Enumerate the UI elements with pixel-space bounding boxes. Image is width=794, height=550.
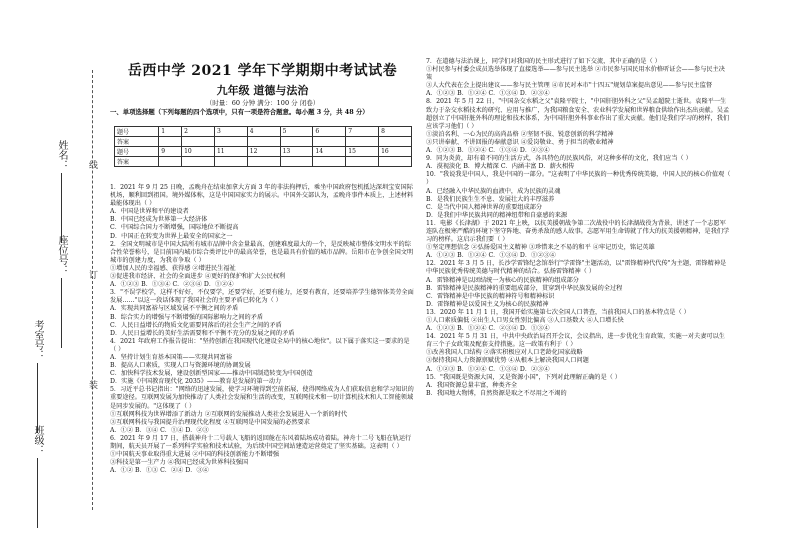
- question-option: ①淡泊名利、一心为民的高尚品格 ②坚韧不拔、锐意创新的科学精神: [426, 130, 614, 138]
- answer-table-cell: 答案: [115, 157, 159, 167]
- question-text: 6．2021 年 9 月 17 日，搭载神舟十二号载人飞船的返回舱在东风着陆场成功着陆。神舟十二号飞船在轨运行期间，航天员开展了一系列科学实验和技术试验，为后续中国空间站建造运营奠定了坚实基础。这表明（ ）: [110, 434, 412, 450]
- answer-table-cell: 2: [182, 127, 215, 137]
- class-label: 班级: [32, 425, 43, 445]
- question-option: ①中国航天事业取得重大进展 ②中国的科技创新能力不断增强: [110, 451, 280, 459]
- right-column-questions: [426, 58, 731, 398]
- name-field[interactable]: 姓名：: [54, 140, 69, 243]
- question-option: C．加快科学技术发展，建设创新型国家——推动中国制造转变为中国创造: [110, 370, 313, 378]
- question-option: A．坚持计划生育基本国策——实现共同富裕: [110, 353, 233, 361]
- answer-cell[interactable]: [280, 157, 313, 167]
- answer-table-cell: 题号: [115, 127, 159, 137]
- question-text: 9．同为炎黄，却有着不同的生活方式，各具特色的民族风俗，对这种多样的文化，我们应当（ ）: [426, 155, 692, 163]
- answer-table-cell: 7: [346, 127, 379, 137]
- answer-table-row: [115, 137, 412, 147]
- question-option: D．是我们中华民族共同的精神纽带和自豪感的来源: [426, 211, 568, 219]
- question-option: A．漠视淡化 B．博大精深 C．内涵丰富 D．薪火相传: [426, 163, 575, 171]
- answer-cell[interactable]: [346, 137, 379, 147]
- room-field[interactable]: 考室号：: [30, 320, 45, 433]
- question-item: [426, 260, 731, 309]
- question-item: [110, 435, 415, 475]
- question-option: B．提高人口素质，实现人口与资源环境的协调发展: [110, 362, 251, 370]
- answer-table-cell: 答案: [115, 137, 159, 147]
- answer-table-cell: 6: [313, 127, 346, 137]
- question-option: C．是当代中国人精神世界的重要组成部分: [426, 203, 543, 211]
- question-text: 2．全国文明城市是中国大陆所有城市品牌中含金量最高、创建难度最大的一个，是反映城市整体文明水平的综合性荣誉称号，是目前国内城市综合类评比中的最高荣誉，也是最具有价值的城市品牌。岳阳市在争创全国文明城市的创建力度，为我市争取（ ）: [110, 240, 414, 264]
- answer-table-cell: 12: [247, 147, 280, 157]
- question-option: ③科技是第一生产力 ④我国已经成为世界科技强国: [110, 459, 249, 467]
- question-item: [426, 171, 731, 220]
- question-option: B．是我们民族生生不息、发展壮大的丰厚滋养: [426, 195, 555, 203]
- answer-table-cell: 3: [214, 127, 247, 137]
- question-item: [426, 374, 731, 398]
- question-text: 4．2021 年政府工作报告提出："坚持创新在我国现代化建设全局中的核心地位"。以下属于落实这一要求的是（ ）: [110, 337, 410, 353]
- answer-table-cell: 10: [182, 147, 215, 157]
- answer-cell[interactable]: [346, 157, 379, 167]
- question-option: D．实施《中国教育现代化 2035》——教育是发展的第一动力: [110, 378, 282, 386]
- name-label: 姓名: [56, 140, 67, 160]
- answer-table-cell: 4: [247, 127, 280, 137]
- question-option: A．①②③ B．①②④ C．①③④ D．②③④: [426, 147, 550, 155]
- answer-table-cell: 1: [159, 127, 182, 137]
- question-text: 5．习近平总书记指出："网络的迅速发展，使学习环境得到空前拓展，使得网络成为人们获取信息和学习知识的重要途径。互联网发展为加快推动了人类社会发展和生活的改变，互联网技术和一切计算机技术和人工智能领域是同步发展的。"这体现了（ ）: [110, 386, 414, 410]
- answer-cell[interactable]: [182, 157, 215, 167]
- answer-cell[interactable]: [247, 137, 280, 147]
- answer-cell[interactable]: [159, 137, 182, 147]
- question-option: ①人口素质偏低 ②出生人口男女性别比偏高 ③人口基数大 ④人口增长快: [426, 317, 624, 324]
- answer-table-cell: 14: [313, 147, 346, 157]
- question-item: [426, 98, 731, 155]
- question-option: ①村民参与村委会成员选举体现了直接选举——参与民主选举 ②市民参与国民用水价格听证会——参与民主决策: [426, 66, 725, 82]
- answer-cell[interactable]: [214, 137, 247, 147]
- question-text: 12．2021 年 3 月 5 日，长沙学雷锋纪念馆举行"学雷锋"主题活动，以"雷锋精神代代传"为主题，雷锋精神是中华民族优秀传统美德与时代精神的结合。弘扬雷锋精神（ ）: [426, 260, 727, 276]
- question-item: [110, 184, 415, 241]
- question-option: B．综合实力的增强与不断增强的国际影响力之间的矛盾: [110, 313, 264, 321]
- question-item: [110, 241, 415, 290]
- question-option: ③促进我市经济、社会的全面进步 ④更好的保护和扩大公民权利: [110, 273, 286, 281]
- question-option: ①互联网科技为世界增添了新动力 ②互联网的发展推动人类社会发展进入一个新的时代: [110, 410, 348, 418]
- answer-table-cell: 11: [214, 147, 247, 157]
- answer-cell[interactable]: [159, 157, 182, 167]
- answer-table-cell: 16: [379, 147, 412, 157]
- exam-title: 岳西中学 2021 学年下学期期中考试试卷: [127, 63, 398, 79]
- answer-cell[interactable]: [182, 137, 215, 147]
- answer-table: [114, 126, 412, 167]
- answer-cell[interactable]: [214, 157, 247, 167]
- question-option: A．①②③ B．①②④ C．①③④ D．①②③④: [426, 252, 556, 260]
- question-option: B．中国已经成为世界第一大经济体: [110, 216, 208, 224]
- answer-table-row: [115, 147, 412, 157]
- question-option: ①坚定理想信念 ②弘扬爱国主义精神 ③珍惜来之不易的和平 ④牢记历史，铭记英雄: [426, 244, 655, 252]
- question-option: D．雷锋精神是以爱国主义为核心的民族精神: [426, 300, 549, 308]
- question-option: A．①②③ B．①②④ C．②③④ D．①③④: [426, 325, 550, 333]
- question-option: B．雷锋精神是民族精神的重要组成部分，贯穿到中华民族发展的全过程: [426, 284, 623, 292]
- question-option: B．我国地大物博，自然资源是取之不尽用之不竭的: [426, 389, 567, 397]
- left-column-questions: [110, 184, 415, 475]
- question-text: 3．"不误学校学，这样不好好，不仅要学，还要学好，还要有能力，还要有教育，还要培养学生德智体美劳全面发展……"以这一段话体现了我国社会的主要矛盾已转化为（ ）: [110, 289, 414, 305]
- binding-word-pack: 装: [87, 380, 97, 389]
- question-item: [426, 333, 731, 373]
- question-item: [426, 220, 731, 260]
- question-text: 11．电影《长津湖》于 2021 年上映，以抗美援朝战争第二次战役中的长津湖战役为背景，讲述了一个志愿军连队在极寒严酷的环境下坚守阵地、奋勇杀敌的感人故事。志愿军用生命铸就了伟大的抗美援朝精神，是我们学习的榜样。这启示我们要（ ）: [426, 219, 730, 244]
- question-item: [110, 289, 415, 338]
- question-option: A．中国是世界和平的建设者: [110, 208, 189, 216]
- question-option: ③只讲奉献、不讲回报的奉献意识 ④爱岗敬业、勇于担当的敬业精神: [426, 138, 614, 146]
- question-option: A．已经融入中华民族的血液中，成为民族的灵魂: [426, 187, 561, 195]
- question-option: A．我国资源总量丰富，种类齐全: [426, 381, 518, 389]
- question-option: ③人大代表在会上提出建议——参与民主管理 ④市民对本市"十四五"规划草案提出意见——参与民主监督: [426, 82, 713, 90]
- question-option: D．中国正在转变为世界上最安全的国家之一: [110, 232, 233, 240]
- question-option: ①增加人民的幸福感、获得感 ②增进民生福祉: [110, 264, 236, 272]
- question-option: A．①②③ B．①②④ C．①③④ D．②③④: [426, 90, 550, 98]
- question-item: [110, 386, 415, 435]
- question-text: 1．2021 年 9 月 25 日晚，孟晚舟在结束加拿大方面 3 年的非法拘押后，乘坐中国政府包机抵达深圳宝安国际机场，顺利回到祖国。境外媒体称，这是中国国家实力的展示。中国外交部认为，孟晚舟事件本质上，上述材料最能体现出（ ）: [110, 184, 414, 208]
- binding-word-line: 线: [87, 160, 97, 169]
- question-option: ①改善我国人口结构 ②落实积极应对人口老龄化国家战略: [426, 349, 583, 357]
- question-option: A．①② B．③④ C．①④ D．②③: [110, 426, 209, 434]
- answer-cell[interactable]: [379, 137, 412, 147]
- question-text: 13．2020 年 11 月 1 日，我国开始实施第七次全国人口普查，当前我国人口的基本特点是（ ）: [426, 308, 690, 316]
- binding-dashed-line: [92, 70, 93, 510]
- question-option: D．人民日益增长的美好生活需要和不平衡不充分的发展之间的矛盾: [110, 329, 295, 337]
- question-text: 14．2021 年 5 月 31 日，中共中央政治局召开会议，会议指出，进一步优化生育政策，实施一对夫妻可以生育三个子女政策及配套支持措施。这一政策有利于（ ）: [426, 333, 725, 349]
- question-option: ③保持我国人力资源禀赋优势 ④从根本上解决我国人口问题: [426, 357, 589, 365]
- answer-table-cell: 5: [280, 127, 313, 137]
- exam-info: （时量：60 分钟 满分：100 分 闭卷）: [205, 99, 320, 107]
- question-option: A．实现共同富裕与区域发展不平衡之间的矛盾: [110, 305, 239, 313]
- question-option: C．中国综合国力不断增强，国际地位不断提高: [110, 224, 239, 232]
- seat-field[interactable]: 座位号：: [54, 235, 69, 348]
- answer-cell[interactable]: [313, 137, 346, 147]
- seat-label: 座位号: [56, 235, 67, 265]
- answer-table-cell: 13: [280, 147, 313, 157]
- answer-table-row: [115, 157, 412, 167]
- answer-cell[interactable]: [280, 137, 313, 147]
- question-option: A．雷锋精神是以团结统一为核心的民族精神的组成部分: [426, 276, 579, 284]
- answer-table-cell: 题号: [115, 147, 159, 157]
- question-item: [110, 338, 415, 387]
- question-text: 10．"我说我是中国人，我是中国的一部分。"这表明了中华民族的一种优秀传统美德，中国人民的核心价值观（ ）: [426, 171, 731, 187]
- question-option: C．人民日益增长的物质文化需要同落后的社会生产之间的矛盾: [110, 321, 282, 329]
- question-option: A．①②③ B．①③④ C．②③④ D．①②④: [110, 281, 234, 289]
- section-heading: 一、单项选择题（下列每题的四个选项中，只有一项是符合题意。每小题 3 分，共 48 分）: [110, 108, 369, 116]
- question-option: A．①② B．①③ C．②④ D．③④: [110, 467, 209, 475]
- binding-word-order: 订: [87, 270, 97, 279]
- question-option: A．①②③ B．①②④ C．①③④ D．②③④: [426, 365, 550, 373]
- question-item: [426, 155, 731, 171]
- answer-table-cell: 15: [346, 147, 379, 157]
- answer-cell[interactable]: [313, 157, 346, 167]
- question-text: 15．"我国既是资源大国，又是资源小国"，下列对此理解正确的是（ ）: [426, 373, 621, 381]
- answer-table-cell: 9: [159, 147, 182, 157]
- exam-subtitle: 九年级 道德与法治: [216, 84, 309, 97]
- question-option: C．雷锋精神是中华民族的精神符号和精神标识: [426, 292, 555, 300]
- room-label: 考室号: [32, 320, 43, 350]
- answer-cell[interactable]: [379, 157, 412, 167]
- question-item: [426, 58, 731, 98]
- question-text: 8．2021 年 5 月 22 日，"中国杂交水稻之父"袁隆平院士，"中国肝胆外科之父"吴孟超院士逝世。袁隆平一生致力于杂交水稻技术的研究、应用与推广，为我国粮食安全、农业科学发展和世界粮食供给作出杰出贡献。吴孟超创立了中国肝脏外科的理论和技术体系，为中国肝胆外科事业作出了重大贡献。他们是我们学习的榜样，我们应该学习他们（ ）: [426, 98, 730, 130]
- answer-table-cell: 8: [379, 127, 412, 137]
- answer-table-row: [115, 127, 412, 137]
- class-field[interactable]: 班级：: [30, 425, 45, 528]
- answer-cell[interactable]: [247, 157, 280, 167]
- question-item: [426, 309, 731, 333]
- binding-margin: [0, 0, 100, 550]
- question-option: ③互联网科技与我国提升治理现代化程度 ④互联网是中国发展的必然要求: [110, 418, 310, 426]
- question-text: 7．在道德与法治课上，同学们对我国的民主形式进行了如下交流，其中正确的是（ ）: [426, 58, 661, 65]
